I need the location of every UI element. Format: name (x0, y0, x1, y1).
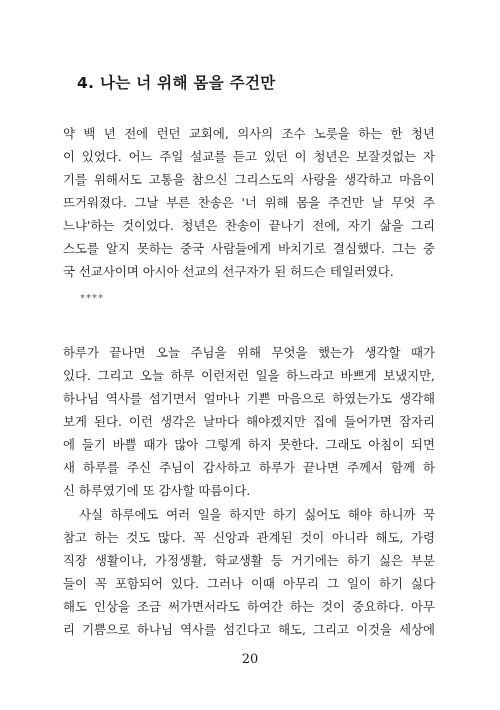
text-line: 뜨거워졌다. 그날 부른 찬송은 '너 위해 몸을 주건만 날 무엇 주 (63, 195, 435, 210)
paragraph-3 (63, 503, 435, 641)
text-line: 있다. 그리고 오늘 하루 이런저런 일을 하느라고 바쁘게 보냈지만, (63, 368, 435, 383)
text-line: 에 들기 바쁠 때가 많아 그렇게 하지 못한다. 그래도 아침이 되면 (63, 437, 435, 452)
paragraph-2 (63, 341, 435, 502)
text-line: 국 선교사이며 아시아 선교의 선구자가 된 허드슨 테일러였다. (63, 264, 394, 279)
text-line: 기를 위해서도 고통을 참으신 그리스도의 사랑을 생각하고 마음이 (63, 172, 435, 187)
text-line: 새 하루를 주신 주님이 감사하고 하루가 끝나면 주께서 함께 하 (63, 460, 435, 475)
text-line: 리 기쁨으로 하나님 역사를 섬긴다고 해도, 그리고 이것을 세상에 (63, 622, 435, 637)
text-line: 사실 하루에도 여러 일을 하지만 하기 싫어도 해야 하니까 꾹 (63, 507, 435, 522)
text-line: 해도 인상을 조금 써가면서라도 하여간 하는 것이 중요하다. 아무 (63, 599, 435, 614)
text-line: 들이 꼭 포함되어 있다. 그러나 이때 아무리 그 일이 하기 싫다 (63, 576, 435, 591)
text-line: 직장 생활이나, 가정생활, 학교생활 등 거기에는 하기 싫은 부분 (63, 553, 435, 568)
paragraph-1 (63, 122, 435, 283)
text-line: 신 하루였기에 또 감사할 따름이다. (63, 483, 251, 498)
text-line: 참고 하는 것도 많다. 꼭 신앙과 관계된 것이 아니라 해도, 가령 (63, 530, 435, 545)
text-line: 약 백 년 전에 런던 교회에, 의사의 조수 노릇을 하는 한 청년 (63, 126, 435, 141)
page-number: 20 (241, 652, 259, 667)
text-line: 하나님 역사를 섬기면서 얼마나 기쁜 마음으로 하였는가도 생각해 (63, 391, 435, 406)
text-line: 이 있었다. 어느 주일 설교를 듣고 있던 이 청년은 보잘것없는 자 (63, 149, 435, 164)
text-line: 하루가 끝나면 오늘 주님을 위해 무엇을 했는가 생각할 때가 (63, 345, 435, 360)
chapter-title: 4. 나는 너 위해 몸을 주건만 (77, 74, 276, 92)
text-line: 스도를 알지 못하는 중국 사람들에게 바치기로 결심했다. 그는 중 (63, 241, 435, 256)
text-line: 보게 된다. 이런 생각은 날마다 해야겠지만 집에 들어가면 잠자리 (63, 414, 435, 429)
section-separator: **** (80, 293, 104, 304)
text-line: 느냐'하는 것이었다. 청년은 찬송이 끝나기 전에, 자기 삶을 그리 (63, 218, 435, 233)
